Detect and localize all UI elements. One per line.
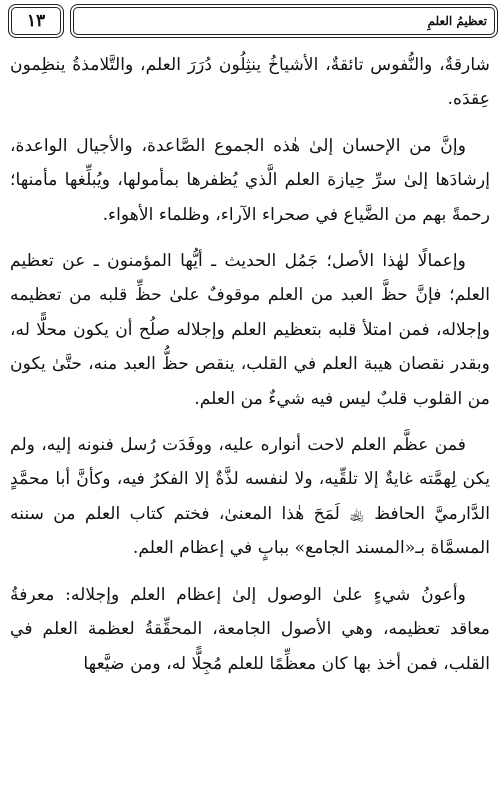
running-title: تعظيمُ العلمِ: [427, 14, 487, 28]
running-title-box: [70, 4, 498, 38]
paragraph: فمن عظَّم العلم لاحت أنواره عليه، ووفَدَت رُسل فنونه إليه، ولم يكن لِهمَّته غايةٌ إلا تلقِّيه، ولا لنفسه لذَّةٌ إلا الفكرُ فيه، وكأنَّ أبا محمَّدٍ الدَّارميَّ الحافظ ﵀ لَمَحَ هٰذا المعنىٰ، فختم كتاب العلم من سننه المسمَّاة بـ«المسند الجامع» ببابٍ في إعظام العلم.: [10, 435, 490, 559]
page-number: ١٣: [26, 11, 46, 31]
paragraph: وأعونُ شيءٍ علىٰ الوصول إلىٰ إعظام العلم وإجلاله: معرفةُ معاقد تعظيمه، وهي الأصول الجامعة، المحقِّقةُ لعظمة العلم في القلب، فمن أخذ بها كان معظِّمًا للعلم مُجِلًّا له، ومن ضيَّعها: [10, 584, 490, 674]
paragraph: وإعمالًا لهٰذا الأصل؛ جَمُل الحديث ـ أيُّها المؤمنون ـ عن تعظيم العلم؛ فإنَّ حظَّ العبد من العلم موقوفٌ علىٰ حظِّ قلبه من تعظيمه وإجلاله، فمن امتلأ قلبه بتعظيم العلم وإجلاله صلُح أن يكون محلًّا له، وبقدر نقصان هيبة العلم في القلب، ينقص حظُّ العبد منه، حتَّىٰ يكون من القلوب قلبٌ ليس فيه شيءٌ من العلم.: [10, 251, 490, 409]
page-number-box: [8, 4, 64, 38]
paragraph: وإنَّ من الإحسان إلىٰ هٰذه الجموع الصَّاعدة، والأجيال الواعدة، إرشادَها إلىٰ سرِّ حِيازة العلم الَّذي يُظفرها بمأمولها، ويُبلِّغها مأمنها؛ رحمةً بهم من الضَّياع في صحراء الآراء، وظلماء الأهواء.: [10, 135, 490, 225]
page-header: [8, 4, 498, 38]
paragraph: شارقةٌ، والنُّفوس تائقةٌ، الأشياخُ ينثِلُون دُرَرَ العلم، والتَّلامذةُ ينظِمون عِقدَه.: [10, 55, 490, 110]
body-text: [10, 48, 490, 693]
